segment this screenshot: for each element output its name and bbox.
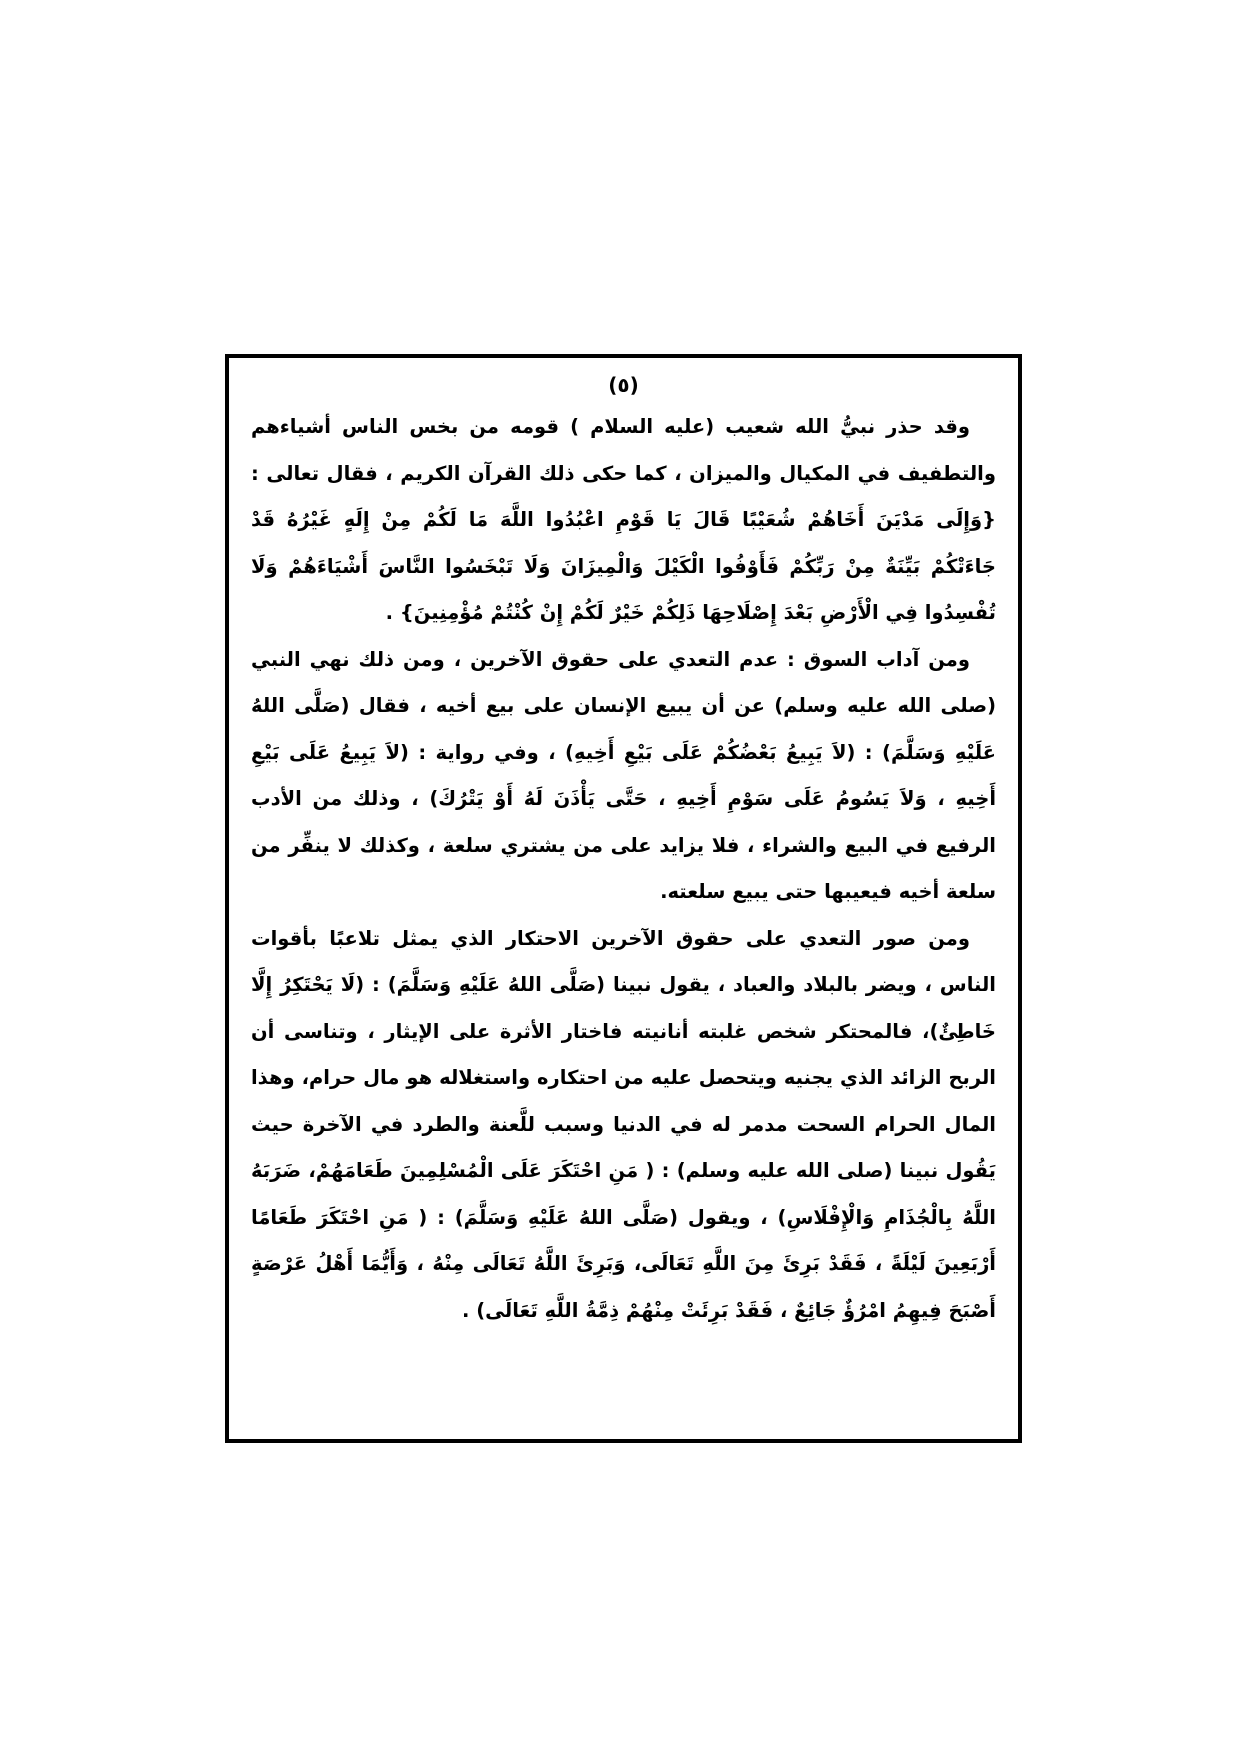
paragraph-market-etiquette [251,637,996,916]
paragraph-monopoly [251,916,996,1335]
heading-highlight: ومن صور التعدي على حقوق الآخرين الاحتكار [505,926,970,950]
paragraph-text: وقد حذر نبيُّ الله شعيب (عليه السلام ) قومه من بخس الناس أشياءهم والتطفيف في المكيال والميزان ، كما حكى ذلك القرآن الكريم ، فقال تعالى : {وَإِلَى مَدْيَنَ أَخَاهُمْ شُعَيْبًا قَالَ يَا قَوْمِ اعْبُدُوا اللَّهَ مَا لَكُمْ مِنْ إِلَهٍ غَيْرُهُ قَدْ جَاءَتْكُمْ بَيِّنَةٌ مِنْ رَبِّكُمْ فَأَوْفُوا الْكَيْلَ وَالْمِيزَانَ وَلَا تَبْخَسُوا النَّاسَ أَشْيَاءَهُمْ وَلَا تُفْسِدُوا فِي الْأَرْضِ بَعْدَ إِصْلَاحِهَا ذَلِكُمْ خَيْرٌ لَكُمْ إِنْ كُنْتُمْ مُؤْمِنِينَ} . [251,415,996,624]
paragraph-text: ومن آداب السوق : [778,647,970,671]
heading-highlight: عدم التعدي على حقوق الآخرين [470,647,779,671]
paragraph-text: الذي يمثل تلاعبًا بأقوات الناس ، ويضر بالبلاد والعباد ، يقول نبينا (صَلَّى اللهُ عَلَيْهِ وَسَلَّمَ) : (لَا يَحْتَكِرُ إِلَّا خَاطِئٌ)، فالمحتكر شخص غلبته أنانيته فاختار الأثرة على الإيثار ، وتناسى أن الربح الزائد الذي يجنيه ويتحصل عليه من احتكاره واستغلاله هو مال حرام، وهذا المال الحرام السحت مدمر له في الدنيا وسبب للَّعنة والطرد في الآخرة حيث يَقُول نبينا (صلى الله عليه وسلم) : ( مَنِ احْتَكَرَ عَلَى الْمُسْلِمِينَ طَعَامَهُمْ، ضَرَبَهُ اللَّهُ بِالْجُذَامِ وَالْإِفْلَاسِ) ، ويقول (صَلَّى اللهُ عَلَيْهِ وَسَلَّمَ) : ( مَنِ احْتَكَرَ طَعَامًا أَرْبَعِينَ لَيْلَةً ، فَقَدْ بَرِئَ مِنَ اللَّهِ تَعَالَى، وَبَرِئَ اللَّهُ تَعَالَى مِنْهُ ، وَأَيُّمَا أَهْلُ عَرْصَةٍ أَصْبَحَ فِيهِمُ امْرُؤٌ جَائِعٌ ، فَقَدْ بَرِئَتْ مِنْهُمْ ذِمَّةُ اللَّهِ تَعَالَى) . [251,926,996,1322]
page-frame [225,354,1022,1443]
paragraph-text: ، ومن ذلك نهي النبي (صلى الله عليه وسلم) عن أن يبيع الإنسان على بيع أخيه ، فقال (صَلَّى اللهُ عَلَيْهِ وَسَلَّمَ) : (لاَ يَبِيعُ بَعْضُكُمْ عَلَى بَيْعِ أَخِيهِ) ، وفي رواية : (لاَ يَبِيعُ عَلَى بَيْعِ أَخِيهِ ، وَلاَ يَسُومُ عَلَى سَوْمِ أَخِيهِ ، حَتَّى يَأْذَنَ لَهُ أَوْ يَتْرُكَ) ، وذلك من الأدب الرفيع في البيع والشراء ، فلا يزايد على من يشتري سلعة ، وكذلك لا ينفِّر من سلعة أخيه فيعيبها حتى يبيع سلعته. [251,647,996,903]
paragraph-shuaib-warning [251,404,996,637]
page-number: (٥) [608,373,639,397]
